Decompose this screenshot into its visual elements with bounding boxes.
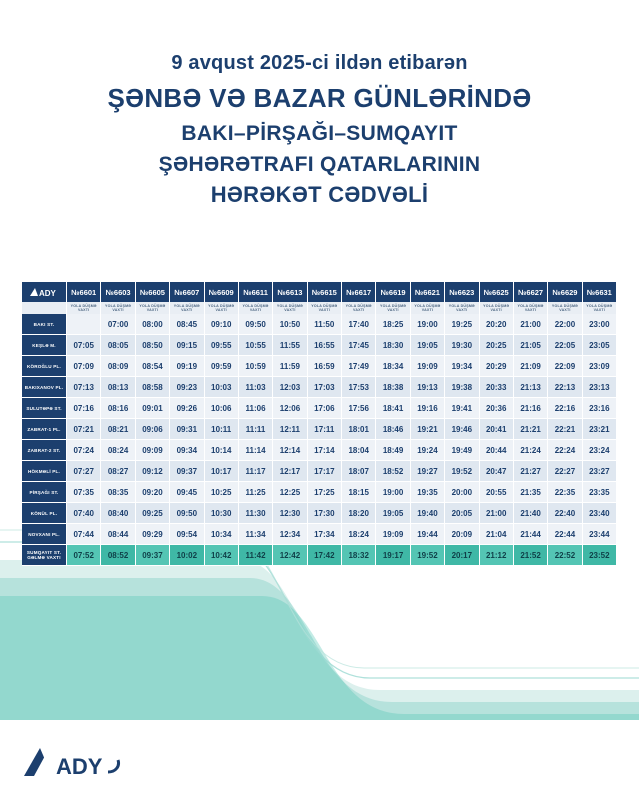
- subheader-corner: [22, 302, 67, 314]
- time-cell: 10:50: [273, 314, 307, 335]
- time-cell: 11:17: [238, 461, 272, 482]
- time-cell: 11:30: [238, 503, 272, 524]
- time-cell: 18:04: [342, 440, 376, 461]
- table-row: [22, 545, 617, 566]
- timetable-body: [22, 314, 617, 566]
- time-cell: 18:01: [342, 419, 376, 440]
- time-cell: 21:12: [479, 545, 513, 566]
- subheader-9: YOLA DÜŞMƏ VAXTI: [376, 302, 410, 314]
- time-cell: 18:20: [342, 503, 376, 524]
- time-cell: 11:59: [273, 356, 307, 377]
- time-cell: 17:30: [307, 503, 341, 524]
- time-cell: 08:24: [101, 440, 135, 461]
- time-cell: 07:09: [67, 356, 101, 377]
- train-number-13: №6627: [513, 282, 547, 302]
- timetable-table: [22, 282, 617, 566]
- time-cell: 21:21: [513, 419, 547, 440]
- subheader-0: YOLA DÜŞMƏ VAXTI: [67, 302, 101, 314]
- time-cell: 22:44: [548, 524, 582, 545]
- time-cell: 08:21: [101, 419, 135, 440]
- time-cell: 19:34: [445, 356, 479, 377]
- time-cell: 17:40: [342, 314, 376, 335]
- time-cell: 22:24: [548, 440, 582, 461]
- time-cell: 19:40: [410, 503, 444, 524]
- table-row: [22, 356, 617, 377]
- time-cell: 21:24: [513, 440, 547, 461]
- time-cell: 23:35: [582, 482, 616, 503]
- timetable: [22, 282, 617, 566]
- subheader-4: YOLA DÜŞMƏ VAXTI: [204, 302, 238, 314]
- time-cell: 22:16: [548, 398, 582, 419]
- time-cell: 07:21: [67, 419, 101, 440]
- svg-text:ADY: ADY: [39, 289, 56, 298]
- time-cell: 11:11: [238, 419, 272, 440]
- time-cell: 19:52: [410, 545, 444, 566]
- station-label: KÖNÜL PL.: [22, 503, 67, 524]
- time-cell: 19:17: [376, 545, 410, 566]
- time-cell: 19:25: [445, 314, 479, 335]
- time-cell: 19:44: [410, 524, 444, 545]
- time-cell: 10:30: [204, 503, 238, 524]
- time-cell: 09:15: [170, 335, 204, 356]
- time-cell: 08:35: [101, 482, 135, 503]
- time-cell: 07:13: [67, 377, 101, 398]
- time-cell: 11:34: [238, 524, 272, 545]
- svg-text:ADY: ADY: [56, 754, 103, 779]
- time-cell: 21:13: [513, 377, 547, 398]
- time-cell: 20:44: [479, 440, 513, 461]
- subheader-1: YOLA DÜŞMƏ VAXTI: [101, 302, 135, 314]
- station-label: KÖROĞLU PL.: [22, 356, 67, 377]
- subheader-7: YOLA DÜŞMƏ VAXTI: [307, 302, 341, 314]
- time-cell: 20:55: [479, 482, 513, 503]
- station-label: SULUTƏPƏ ST.: [22, 398, 67, 419]
- train-number-8: №6617: [342, 282, 376, 302]
- train-number-7: №6615: [307, 282, 341, 302]
- train-number-9: №6619: [376, 282, 410, 302]
- time-cell: 08:40: [101, 503, 135, 524]
- train-number-5: №6611: [238, 282, 272, 302]
- time-cell: 23:40: [582, 503, 616, 524]
- time-cell: 12:17: [273, 461, 307, 482]
- time-cell: 11:55: [273, 335, 307, 356]
- table-row: [22, 440, 617, 461]
- time-cell: 18:24: [342, 524, 376, 545]
- train-number-6: №6613: [273, 282, 307, 302]
- time-cell: 20:47: [479, 461, 513, 482]
- time-cell: 19:41: [445, 398, 479, 419]
- train-number-2: №6605: [135, 282, 169, 302]
- time-cell: 08:54: [135, 356, 169, 377]
- title-effective-date: 9 avqust 2025-ci ildən etibarən: [171, 52, 468, 74]
- title-trains: ŞƏHƏRƏTRAFI QATARLARININ: [158, 153, 481, 176]
- time-cell: 20:25: [479, 335, 513, 356]
- station-label: ZABRAT-1 PL.: [22, 419, 67, 440]
- time-cell: 20:41: [479, 419, 513, 440]
- time-cell: 07:27: [67, 461, 101, 482]
- time-cell: 21:05: [513, 335, 547, 356]
- time-cell: 17:25: [307, 482, 341, 503]
- time-cell: 19:13: [410, 377, 444, 398]
- time-cell: 07:35: [67, 482, 101, 503]
- time-cell: 21:16: [513, 398, 547, 419]
- time-cell: 17:42: [307, 545, 341, 566]
- subheader-14: YOLA DÜŞMƏ VAXTI: [548, 302, 582, 314]
- time-cell: 19:24: [410, 440, 444, 461]
- table-row: [22, 314, 617, 335]
- time-cell: 08:00: [135, 314, 169, 335]
- time-cell: 09:23: [170, 377, 204, 398]
- time-cell: 12:34: [273, 524, 307, 545]
- time-cell: 09:54: [170, 524, 204, 545]
- time-cell: 10:03: [204, 377, 238, 398]
- time-cell: [67, 314, 101, 335]
- time-cell: 11:03: [238, 377, 272, 398]
- time-cell: 20:09: [445, 524, 479, 545]
- time-cell: 19:35: [410, 482, 444, 503]
- time-cell: 19:27: [410, 461, 444, 482]
- train-number-4: №6609: [204, 282, 238, 302]
- time-cell: 21:40: [513, 503, 547, 524]
- title-days: ŞƏNBƏ VƏ BAZAR GÜNLƏRİNDƏ: [107, 83, 532, 113]
- time-cell: 09:26: [170, 398, 204, 419]
- time-cell: 09:50: [238, 314, 272, 335]
- time-cell: 19:49: [445, 440, 479, 461]
- time-cell: 19:05: [376, 503, 410, 524]
- time-cell: 17:17: [307, 461, 341, 482]
- time-cell: 12:30: [273, 503, 307, 524]
- time-cell: 12:03: [273, 377, 307, 398]
- time-cell: 09:37: [170, 461, 204, 482]
- time-cell: 09:06: [135, 419, 169, 440]
- time-cell: 22:40: [548, 503, 582, 524]
- time-cell: 17:45: [342, 335, 376, 356]
- time-cell: 22:21: [548, 419, 582, 440]
- time-cell: 19:09: [376, 524, 410, 545]
- poster-title-block: [0, 52, 639, 210]
- time-cell: 10:42: [204, 545, 238, 566]
- time-cell: 19:05: [410, 335, 444, 356]
- station-label: KEŞLƏ M.: [22, 335, 67, 356]
- time-cell: 19:46: [445, 419, 479, 440]
- time-cell: 11:42: [238, 545, 272, 566]
- time-cell: 07:40: [67, 503, 101, 524]
- time-cell: 17:53: [342, 377, 376, 398]
- time-cell: 18:32: [342, 545, 376, 566]
- time-cell: 21:04: [479, 524, 513, 545]
- time-cell: 08:13: [101, 377, 135, 398]
- time-cell: 08:52: [101, 545, 135, 566]
- time-cell: 07:00: [101, 314, 135, 335]
- subheader-5: YOLA DÜŞMƏ VAXTI: [238, 302, 272, 314]
- time-cell: 10:59: [238, 356, 272, 377]
- time-cell: 07:05: [67, 335, 101, 356]
- time-cell: 23:27: [582, 461, 616, 482]
- time-cell: 10:02: [170, 545, 204, 566]
- time-cell: 11:06: [238, 398, 272, 419]
- footer-logo: [22, 742, 142, 782]
- time-cell: 09:01: [135, 398, 169, 419]
- time-cell: 17:49: [342, 356, 376, 377]
- timetable-subheader-row: [22, 302, 617, 314]
- time-cell: 08:27: [101, 461, 135, 482]
- time-cell: 23:52: [582, 545, 616, 566]
- time-cell: 21:09: [513, 356, 547, 377]
- time-cell: 23:00: [582, 314, 616, 335]
- timetable-header-row: [22, 282, 617, 302]
- title-route: BAKI–PİRŞAĞI–SUMQAYIT: [181, 122, 458, 145]
- time-cell: 09:25: [135, 503, 169, 524]
- train-number-10: №6621: [410, 282, 444, 302]
- time-cell: 12:14: [273, 440, 307, 461]
- time-cell: 20:29: [479, 356, 513, 377]
- time-cell: 09:31: [170, 419, 204, 440]
- time-cell: 07:16: [67, 398, 101, 419]
- time-cell: 10:17: [204, 461, 238, 482]
- station-label: ZABRAT-2 ST.: [22, 440, 67, 461]
- time-cell: 19:30: [445, 335, 479, 356]
- time-cell: 20:36: [479, 398, 513, 419]
- time-cell: 22:13: [548, 377, 582, 398]
- time-cell: 08:50: [135, 335, 169, 356]
- time-cell: 22:35: [548, 482, 582, 503]
- time-cell: 08:16: [101, 398, 135, 419]
- time-cell: 10:06: [204, 398, 238, 419]
- time-cell: 09:55: [204, 335, 238, 356]
- subheader-11: YOLA DÜŞMƏ VAXTI: [445, 302, 479, 314]
- train-number-11: №6623: [445, 282, 479, 302]
- title-schedule: HƏRƏKƏT CƏDVƏLİ: [210, 182, 429, 207]
- station-label: HÖKMƏLİ PL.: [22, 461, 67, 482]
- time-cell: 20:33: [479, 377, 513, 398]
- table-corner-logo: [22, 282, 67, 302]
- time-cell: 18:15: [342, 482, 376, 503]
- time-cell: 18:41: [376, 398, 410, 419]
- time-cell: 17:03: [307, 377, 341, 398]
- time-cell: 08:44: [101, 524, 135, 545]
- time-cell: 09:59: [204, 356, 238, 377]
- station-label: BAKIXANOV PL.: [22, 377, 67, 398]
- table-row: [22, 377, 617, 398]
- time-cell: 19:16: [410, 398, 444, 419]
- time-cell: 23:13: [582, 377, 616, 398]
- time-cell: 09:10: [204, 314, 238, 335]
- time-cell: 21:52: [513, 545, 547, 566]
- train-number-0: №6601: [67, 282, 101, 302]
- time-cell: 18:38: [376, 377, 410, 398]
- time-cell: 20:20: [479, 314, 513, 335]
- station-label: SUMQAYIT ST. GƏLMƏ VAXTI: [22, 545, 67, 566]
- subheader-13: YOLA DÜŞMƏ VAXTI: [513, 302, 547, 314]
- station-label: PİRŞAĞI ST.: [22, 482, 67, 503]
- time-cell: 16:59: [307, 356, 341, 377]
- time-cell: 18:49: [376, 440, 410, 461]
- time-cell: 07:52: [67, 545, 101, 566]
- time-cell: 19:00: [376, 482, 410, 503]
- subheader-15: YOLA DÜŞMƏ VAXTI: [582, 302, 616, 314]
- time-cell: 19:21: [410, 419, 444, 440]
- time-cell: 10:34: [204, 524, 238, 545]
- time-cell: 21:35: [513, 482, 547, 503]
- time-cell: 19:52: [445, 461, 479, 482]
- time-cell: 22:27: [548, 461, 582, 482]
- time-cell: 23:05: [582, 335, 616, 356]
- table-row: [22, 335, 617, 356]
- time-cell: 18:46: [376, 419, 410, 440]
- time-cell: 12:06: [273, 398, 307, 419]
- train-number-3: №6607: [170, 282, 204, 302]
- subheader-2: YOLA DÜŞMƏ VAXTI: [135, 302, 169, 314]
- time-cell: 23:21: [582, 419, 616, 440]
- time-cell: 10:11: [204, 419, 238, 440]
- time-cell: 19:38: [445, 377, 479, 398]
- table-row: [22, 419, 617, 440]
- time-cell: 22:05: [548, 335, 582, 356]
- time-cell: 20:05: [445, 503, 479, 524]
- time-cell: 21:44: [513, 524, 547, 545]
- time-cell: 23:09: [582, 356, 616, 377]
- time-cell: 21:27: [513, 461, 547, 482]
- time-cell: 21:00: [479, 503, 513, 524]
- time-cell: 10:25: [204, 482, 238, 503]
- time-cell: 09:09: [135, 440, 169, 461]
- time-cell: 17:34: [307, 524, 341, 545]
- train-number-12: №6625: [479, 282, 513, 302]
- time-cell: 17:11: [307, 419, 341, 440]
- time-cell: 18:07: [342, 461, 376, 482]
- station-label: NOVXANI PL.: [22, 524, 67, 545]
- time-cell: 09:29: [135, 524, 169, 545]
- time-cell: 17:56: [342, 398, 376, 419]
- subheader-3: YOLA DÜŞMƏ VAXTI: [170, 302, 204, 314]
- time-cell: 08:05: [101, 335, 135, 356]
- table-row: [22, 503, 617, 524]
- time-cell: 08:09: [101, 356, 135, 377]
- table-row: [22, 398, 617, 419]
- time-cell: 10:14: [204, 440, 238, 461]
- time-cell: 16:55: [307, 335, 341, 356]
- table-row: [22, 461, 617, 482]
- station-label: BAKI ST.: [22, 314, 67, 335]
- time-cell: 23:16: [582, 398, 616, 419]
- time-cell: 09:20: [135, 482, 169, 503]
- time-cell: 07:24: [67, 440, 101, 461]
- time-cell: 12:25: [273, 482, 307, 503]
- time-cell: 09:50: [170, 503, 204, 524]
- train-number-15: №6631: [582, 282, 616, 302]
- time-cell: 19:00: [410, 314, 444, 335]
- time-cell: 18:30: [376, 335, 410, 356]
- time-cell: 11:14: [238, 440, 272, 461]
- time-cell: 20:00: [445, 482, 479, 503]
- time-cell: 18:25: [376, 314, 410, 335]
- time-cell: 08:45: [170, 314, 204, 335]
- time-cell: 12:42: [273, 545, 307, 566]
- time-cell: 22:52: [548, 545, 582, 566]
- time-cell: 08:58: [135, 377, 169, 398]
- time-cell: 09:12: [135, 461, 169, 482]
- subheader-8: YOLA DÜŞMƏ VAXTI: [342, 302, 376, 314]
- subheader-10: YOLA DÜŞMƏ VAXTI: [410, 302, 444, 314]
- time-cell: 07:44: [67, 524, 101, 545]
- time-cell: 12:11: [273, 419, 307, 440]
- time-cell: 22:00: [548, 314, 582, 335]
- time-cell: 09:45: [170, 482, 204, 503]
- time-cell: 20:17: [445, 545, 479, 566]
- ady-logo-icon: [22, 282, 66, 302]
- subheader-6: YOLA DÜŞMƏ VAXTI: [273, 302, 307, 314]
- time-cell: 17:06: [307, 398, 341, 419]
- time-cell: 22:09: [548, 356, 582, 377]
- time-cell: 18:52: [376, 461, 410, 482]
- time-cell: 17:14: [307, 440, 341, 461]
- time-cell: 19:09: [410, 356, 444, 377]
- train-number-1: №6603: [101, 282, 135, 302]
- time-cell: 10:55: [238, 335, 272, 356]
- time-cell: 18:34: [376, 356, 410, 377]
- time-cell: 11:25: [238, 482, 272, 503]
- time-cell: 23:24: [582, 440, 616, 461]
- table-row: [22, 524, 617, 545]
- time-cell: 09:19: [170, 356, 204, 377]
- subheader-12: YOLA DÜŞMƏ VAXTI: [479, 302, 513, 314]
- time-cell: 11:50: [307, 314, 341, 335]
- table-row: [22, 482, 617, 503]
- time-cell: 21:00: [513, 314, 547, 335]
- train-number-14: №6629: [548, 282, 582, 302]
- time-cell: 09:34: [170, 440, 204, 461]
- time-cell: 23:44: [582, 524, 616, 545]
- time-cell: 09:37: [135, 545, 169, 566]
